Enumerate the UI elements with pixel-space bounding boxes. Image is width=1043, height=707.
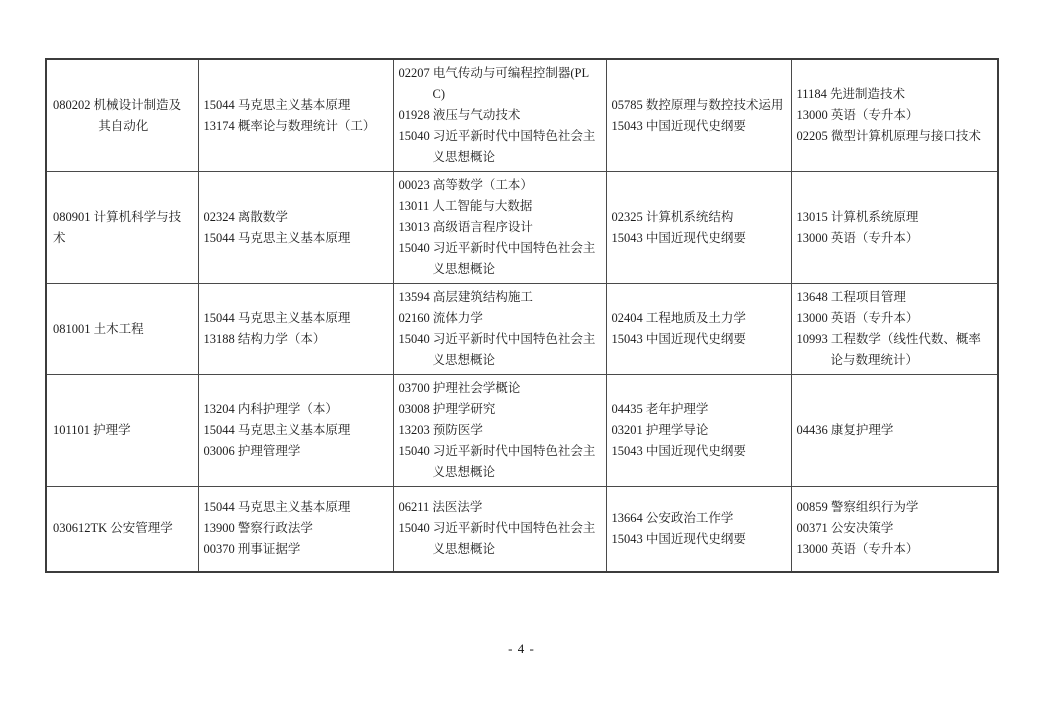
course-slot-cell [606, 375, 791, 487]
table-row [46, 284, 998, 375]
course-item: 13664 公安政治工作学 [611, 510, 734, 525]
course-item: 13013 高级语言程序设计 [398, 220, 533, 234]
course-item: 04435 老年护理学 [611, 402, 709, 416]
course-slot-cell [791, 487, 998, 572]
course-item: 15043 中国近现代史纲要 [611, 531, 746, 546]
course-item: 03008 护理学研究 [398, 402, 496, 416]
course-item: 13188 结构力学（本） [203, 332, 326, 346]
course-item: 11184 先进制造技术 [796, 87, 905, 101]
course-item: 00370 刑事证据学 [203, 542, 301, 557]
course-item: 02404 工程地质及土力学 [611, 311, 746, 325]
course-item: 00859 警察组织行为学 [796, 500, 919, 515]
major-name: 081001 土木工程 [53, 321, 144, 336]
course-item: 15043 中国近现代史纲要 [611, 332, 746, 346]
course-item: 15043 中国近现代史纲要 [611, 230, 746, 245]
course-item: 02205 微型计算机原理与接口技术 [796, 129, 981, 143]
course-item: 15040 习近平新时代中国特色社会主义思想概论 [398, 129, 596, 164]
course-item: 02207 电气传动与可编程控制器(PLC) [398, 66, 590, 101]
course-item: 13000 英语（专升本） [796, 108, 919, 122]
course-item: 15040 习近平新时代中国特色社会主义思想概论 [398, 521, 596, 557]
table-row [46, 487, 998, 572]
major-cell [46, 172, 198, 284]
course-item: 15040 习近平新时代中国特色社会主义思想概论 [398, 444, 596, 479]
major-name: 101101 护理学 [53, 423, 131, 437]
course-slot-cell [393, 375, 606, 487]
course-slot-cell [393, 284, 606, 375]
course-slot-cell [791, 172, 998, 284]
course-item: 13174 概率论与数理统计（工） [203, 118, 376, 133]
major-cell [46, 59, 198, 172]
course-item: 13900 警察行政法学 [203, 521, 313, 536]
course-item: 04436 康复护理学 [796, 423, 894, 437]
course-slot-cell [606, 487, 791, 572]
course-slot-cell [606, 59, 791, 172]
course-item: 01928 液压与气动技术 [398, 108, 521, 122]
course-item: 00023 高等数学（工本） [398, 178, 533, 192]
course-item: 06211 法医法学 [398, 500, 483, 515]
course-item: 13015 计算机系统原理 [796, 209, 919, 224]
course-slot-cell [791, 59, 998, 172]
major-cell [46, 375, 198, 487]
major-cell [46, 284, 198, 375]
course-item: 02324 离散数学 [203, 209, 288, 224]
course-slot-cell [198, 284, 393, 375]
course-slot-cell [198, 487, 393, 572]
course-item: 00371 公安决策学 [796, 521, 894, 536]
course-slot-cell [198, 59, 393, 172]
course-item: 13204 内科护理学（本） [203, 402, 338, 416]
course-item: 15040 习近平新时代中国特色社会主义思想概论 [398, 332, 596, 367]
course-slot-cell [606, 284, 791, 375]
course-slot-cell [393, 172, 606, 284]
course-item: 15044 马克思主义基本原理 [203, 423, 351, 437]
table-body [46, 59, 998, 572]
course-item: 15043 中国近现代史纲要 [611, 118, 746, 133]
course-slot-cell [791, 375, 998, 487]
course-item: 03006 护理管理学 [203, 444, 301, 458]
course-item: 03201 护理学导论 [611, 423, 709, 437]
table-row [46, 172, 998, 284]
major-name: 080202 机械设计制造及 [53, 97, 182, 112]
course-item: 02160 流体力学 [398, 311, 483, 325]
course-item: 13594 高层建筑结构施工 [398, 290, 533, 304]
major-name: 其自动化 [98, 118, 149, 133]
course-item: 15044 马克思主义基本原理 [203, 311, 351, 325]
course-item: 15043 中国近现代史纲要 [611, 444, 746, 458]
course-slot-cell [393, 487, 606, 572]
course-item: 13000 英语（专升本） [796, 230, 919, 245]
course-item: 15044 马克思主义基本原理 [203, 230, 351, 245]
course-item: 13203 预防医学 [398, 423, 483, 437]
course-item: 13000 英语（专升本） [796, 311, 919, 325]
course-item: 13011 人工智能与大数据 [398, 199, 533, 213]
course-slot-cell [198, 172, 393, 284]
major-name: 080901 计算机科学与技术 [53, 209, 182, 245]
course-slot-cell [393, 59, 606, 172]
course-item: 15040 习近平新时代中国特色社会主义思想概论 [398, 241, 596, 276]
course-slot-cell [791, 284, 998, 375]
major-cell [46, 487, 198, 572]
course-slot-cell [606, 172, 791, 284]
table-row [46, 59, 998, 172]
major-name: 030612TK 公安管理学 [53, 521, 173, 536]
course-item: 05785 数控原理与数控技术运用 [611, 97, 784, 112]
course-item: 02325 计算机系统结构 [611, 209, 734, 224]
course-slot-cell [198, 375, 393, 487]
course-item: 03700 护理社会学概论 [398, 381, 521, 395]
course-item: 10993 工程数学（线性代数、概率论与数理统计） [796, 332, 981, 367]
table-row [46, 375, 998, 487]
exam-course-table [45, 58, 999, 573]
page-number: - 4 - [508, 641, 535, 656]
course-item: 15044 马克思主义基本原理 [203, 97, 351, 112]
course-item: 13000 英语（专升本） [796, 542, 919, 557]
course-item: 13648 工程项目管理 [796, 290, 906, 304]
course-item: 15044 马克思主义基本原理 [203, 500, 351, 515]
